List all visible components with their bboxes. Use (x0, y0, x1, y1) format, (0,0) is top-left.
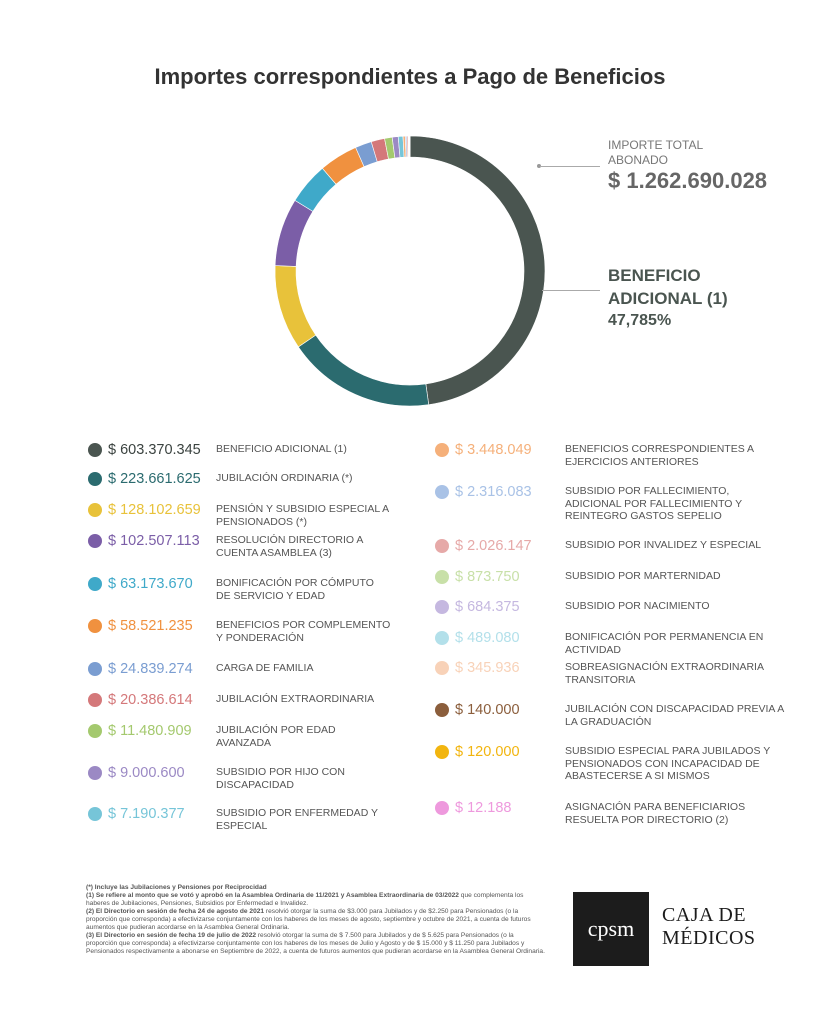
legend-label: JUBILACIÓN CON DISCAPACIDAD PREVIA A LA GRADUACIÓN (565, 703, 784, 728)
legend-amount: $ 11.480.909 (108, 723, 192, 739)
legend-amount: $ 873.750 (455, 569, 520, 585)
legend-amount: $ 9.000.600 (108, 765, 185, 781)
legend-swatch (435, 801, 449, 815)
legend-swatch (88, 619, 102, 633)
legend-amount: $ 2.316.083 (455, 484, 532, 500)
donut-slice (298, 335, 428, 406)
footnote-text: resolvió otorgar la suma de $ 7.500 para Jubilados y de $ 5.625 para Pensionados (o la proporción que corresponda) a efectivizarse conjuntamente con los haberes de los meses de Julio y Agosto y de $ 15.000 y $ 11.250 para Jubilados y Pensionados respectivamente a abonarse en Septiembre de 2022, a cuenta de futuros aumentos que pudieran acordarse en la Asamblea General Ordinaria. (86, 932, 545, 955)
highlight-leader-line (542, 290, 600, 291)
legend-label: SUBSIDIO POR MARTERNIDAD (565, 570, 721, 582)
legend-amount: $ 223.661.625 (108, 471, 201, 487)
legend-amount: $ 63.173.670 (108, 576, 193, 592)
legend-label: SUBSIDIO POR FALLECIMIENTO, ADICIONAL POR FALLECIMIENTO Y REINTEGRO GASTOS SEPELIO (565, 485, 742, 522)
cpsm-logo-mark: cpsm (573, 892, 649, 966)
legend-amount: $ 345.936 (455, 660, 520, 676)
legend-swatch (88, 807, 102, 821)
legend-label: BENEFICIOS CORRESPONDIENTES A EJERCICIOS ANTERIORES (565, 443, 754, 468)
footnote-text: resolvió otorgar la suma de $3.000 para Jubilados y de $2.250 para Pensionados (o la proporción que corresponda) a efectivizarse conjuntamente con los haberes de los meses de agosto, septiembre y octubre de 2021, a cuenta de futuros aumentos que pudieran acordarse en la Asamblea General Ordinaria. (86, 908, 531, 931)
legend-amount: $ 489.080 (455, 630, 520, 646)
highlight-label: BENEFICIO ADICIONAL (1) (608, 266, 728, 308)
legend-label: SUBSIDIO POR NACIMIENTO (565, 600, 710, 612)
donut-chart (272, 133, 548, 409)
legend-label: SUBSIDIO ESPECIAL PARA JUBILADOS Y PENSIONADOS CON INCAPACIDAD DE ABASTECERSE A SI MISMOS (565, 745, 771, 782)
footnote (86, 908, 546, 932)
highlight-percent: 47,785% (608, 312, 672, 329)
page-title: Importes correspondientes a Pago de Beneficios (154, 64, 666, 89)
legend-swatch (88, 766, 102, 780)
legend-label: JUBILACIÓN ORDINARIA (*) (216, 472, 353, 484)
legend-label: SUBSIDIO POR INVALIDEZ Y ESPECIAL (565, 539, 762, 551)
footnote (86, 932, 546, 956)
legend-amount: $ 603.370.345 (108, 442, 201, 458)
legend-label: PENSIÓN Y SUBSIDIO ESPECIAL A PENSIONADOS (*) (216, 503, 389, 528)
total-leader-line (540, 166, 600, 167)
legend-amount: $ 684.375 (455, 599, 520, 615)
footnote (86, 884, 546, 892)
legend-swatch (88, 534, 102, 548)
legend-label: BONIFICACIÓN POR PERMANENCIA EN ACTIVIDAD (565, 631, 764, 656)
legend-swatch (435, 539, 449, 553)
legend-label: ASIGNACIÓN PARA BENEFICIARIOS RESUELTA POR DIRECTORIO (2) (565, 801, 746, 826)
legend-label: SOBREASIGNACIÓN EXTRAORDINARIA TRANSITORIA (565, 661, 764, 686)
legend-swatch (88, 443, 102, 457)
logo-line-1: CAJA DE (662, 904, 747, 926)
legend-amount: $ 20.386.614 (108, 692, 193, 708)
legend-swatch (435, 703, 449, 717)
legend-label: RESOLUCIÓN DIRECTORIO A CUENTA ASAMBLEA (3) (216, 534, 363, 559)
legend-swatch (435, 600, 449, 614)
legend-amount: $ 7.190.377 (108, 806, 185, 822)
donut-slice (275, 200, 313, 266)
legend-swatch (435, 661, 449, 675)
legend-swatch (435, 485, 449, 499)
legend-amount: $ 2.026.147 (455, 538, 532, 554)
total-label: IMPORTE TOTAL ABONADO (608, 138, 703, 167)
legend-swatch (88, 577, 102, 591)
legend-label: JUBILACIÓN POR EDAD AVANZADA (216, 724, 336, 749)
total-value: $ 1.262.690.028 (608, 168, 768, 193)
legend-label: CARGA DE FAMILIA (216, 662, 314, 674)
legend-amount: $ 120.000 (455, 744, 520, 760)
legend-label: SUBSIDIO POR ENFERMEDAD Y ESPECIAL (216, 807, 378, 832)
legend-label: BONIFICACIÓN POR CÓMPUTO DE SERVICIO Y EDAD (216, 577, 374, 602)
legend-swatch (88, 662, 102, 676)
legend-amount: $ 12.188 (455, 800, 512, 816)
footnote-bold: (2) El Directorio en sesión de fecha 24 de agosto de 2021 (86, 908, 265, 915)
legend-amount: $ 140.000 (455, 702, 520, 718)
legend-amount: $ 24.839.274 (108, 661, 193, 677)
footnote-bold: (*) Incluye las Jubilaciones y Pensiones por Reciprocidad (86, 884, 267, 891)
footnote-bold: (3) El Directorio en sesión de fecha 19 de julio de 2022 (86, 932, 257, 939)
legend-swatch (88, 503, 102, 517)
legend-swatch (88, 472, 102, 486)
legend-label: JUBILACIÓN EXTRAORDINARIA (216, 693, 375, 705)
donut-slice (275, 266, 316, 347)
legend-label: BENEFICIOS POR COMPLEMENTO Y PONDERACIÓN (216, 619, 391, 644)
footnote-bold: (1) Se refiere al monto que se votó y aprobó en la Asamblea Ordinaria de 11/2021 y Asamblea Extraordinaria de 03/2022 (86, 892, 459, 899)
legend-swatch (88, 724, 102, 738)
footnotes (86, 884, 546, 956)
legend-swatch (88, 693, 102, 707)
legend-swatch (435, 631, 449, 645)
footnote-text: que complementa los haberes de Jubilaciones, Pensiones, Subsidios por Enfermedad e Invalidez. (86, 892, 524, 907)
legend-amount: $ 128.102.659 (108, 502, 201, 518)
logo-line-2: MÉDICOS (662, 927, 756, 949)
legend-amount: $ 102.507.113 (108, 533, 200, 549)
legend-amount: $ 3.448.049 (455, 442, 532, 458)
legend-label: SUBSIDIO POR HIJO CON DISCAPACIDAD (216, 766, 345, 791)
legend-amount: $ 58.521.235 (108, 618, 193, 634)
caja-de-medicos-logo-text (662, 904, 756, 950)
legend-swatch (435, 745, 449, 759)
legend-swatch (435, 570, 449, 584)
legend-label: BENEFICIO ADICIONAL (1) (216, 443, 347, 455)
footnote (86, 892, 546, 908)
legend-swatch (435, 443, 449, 457)
donut-slice (410, 136, 545, 405)
